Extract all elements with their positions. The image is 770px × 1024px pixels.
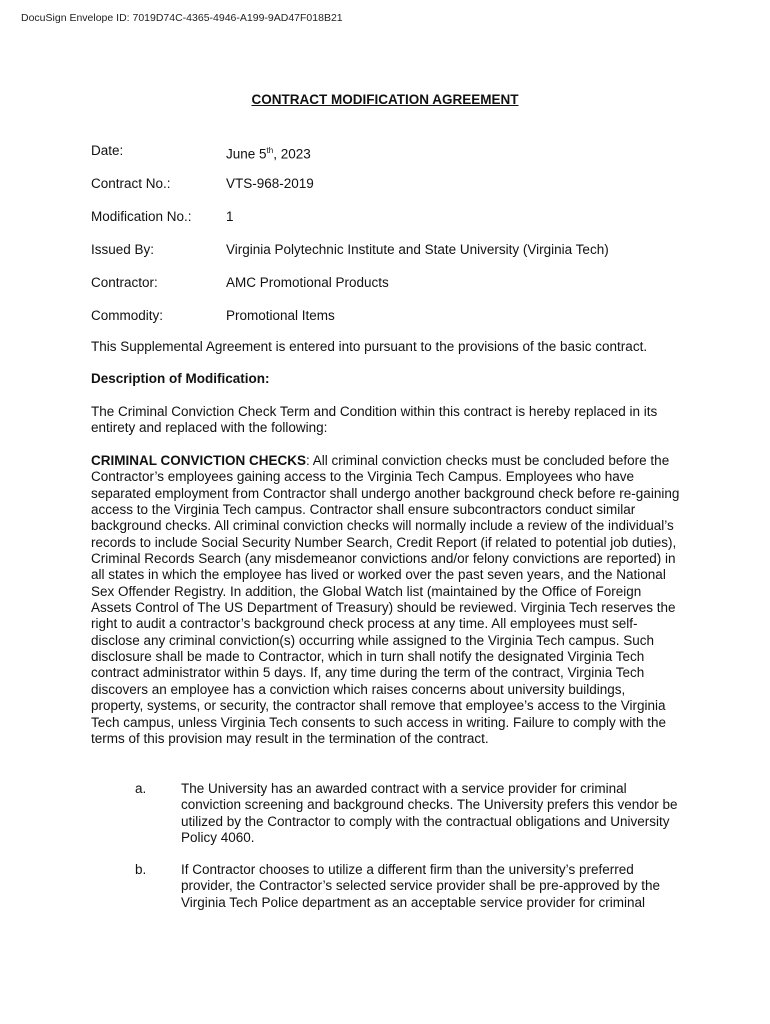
criminal-conviction-clause <box>91 453 681 747</box>
list-marker: b. <box>135 862 147 877</box>
docusign-envelope-id: DocuSign Envelope ID: 7019D74C-4365-4946-A199-9AD47F018B21 <box>21 12 343 24</box>
list-item <box>135 862 681 911</box>
field-value: VTS-968-2019 <box>226 176 314 191</box>
field-label: Date: <box>91 143 124 158</box>
contract-fields <box>91 143 691 341</box>
field-issued-by <box>91 242 691 275</box>
supplemental-statement: This Supplemental Agreement is entered into pursuant to the provisions of the basic contract. <box>91 339 648 354</box>
field-label: Commodity: <box>91 308 164 323</box>
field-value: 1 <box>226 209 234 224</box>
clause-body: : All criminal conviction checks must be concluded before the Contractor’s employees gaining access to the Virginia Tech Campus. Employees who have separated employment from Contractor shall undergo another background check before re-gaining access to the Virginia Tech campus. Contractor shall ensure subcontractors conduct similar background checks. All criminal conviction checks will normally include a review of the individual’s records to include Social Security Number Search, Credit Report (if related to potential job duties), Criminal Records Search (any misdemeanor convictions and/or felony convictions are reported) in all states in which the employee has lived or worked over the past seven years, and the National Sex Offender Registry. In addition, the Global Watch list (maintained by the Office of Foreign Assets Control of The US Department of Treasury) should be reviewed. Virginia Tech reserves the right to audit a contractor’s background check process at any time. All employees must self-disclose any criminal conviction(s) occurring while assigned to the Virginia Tech campus. Such disclosure shall be made to Contractor, which in turn shall notify the designated Virginia Tech contract administrator within 5 days. If, any time during the term of the contract, Virginia Tech discovers an employee has a conviction which raises concerns about university buildings, property, systems, or security, the contractor shall remove that employee’s access to the Virginia Tech campus, unless Virginia Tech consents to such access in writing. Failure to comply with the terms of this provision may result in the termination of the contract. <box>91 453 680 746</box>
field-contractor <box>91 275 691 308</box>
list-text: The University has an awarded contract with a service provider for criminal conviction screening and background checks. The University prefers this vendor be utilized by the Contractor to comply with the contractual obligations and University Policy 4060. <box>181 781 678 845</box>
clause-heading: CRIMINAL CONVICTION CHECKS <box>91 453 307 468</box>
field-value: Virginia Polytechnic Institute and State University (Virginia Tech) <box>226 242 609 257</box>
field-label: Modification No.: <box>91 209 192 224</box>
list-marker: a. <box>135 781 147 796</box>
document-title: CONTRACT MODIFICATION AGREEMENT <box>251 92 519 107</box>
modification-intro: The Criminal Conviction Check Term and Condition within this contract is hereby replaced in its entirety and replaced with the following: <box>91 404 658 436</box>
field-label: Contractor: <box>91 275 158 290</box>
field-value: June 5th, 2023 <box>226 146 311 162</box>
field-date <box>91 143 691 176</box>
list-item <box>135 781 681 846</box>
list-text: If Contractor chooses to utilize a different firm than the university’s preferred provider, the Contractor’s selected service provider shall be pre-approved by the Virginia Tech Police department as an acceptable service provider for criminal <box>181 862 661 910</box>
field-label: Contract No.: <box>91 176 171 191</box>
description-heading: Description of Modification: <box>91 371 270 386</box>
field-contract-no <box>91 176 691 209</box>
field-modification-no <box>91 209 691 242</box>
field-commodity <box>91 308 691 341</box>
field-label: Issued By: <box>91 242 155 257</box>
field-value: AMC Promotional Products <box>226 275 389 290</box>
field-value: Promotional Items <box>226 308 335 323</box>
